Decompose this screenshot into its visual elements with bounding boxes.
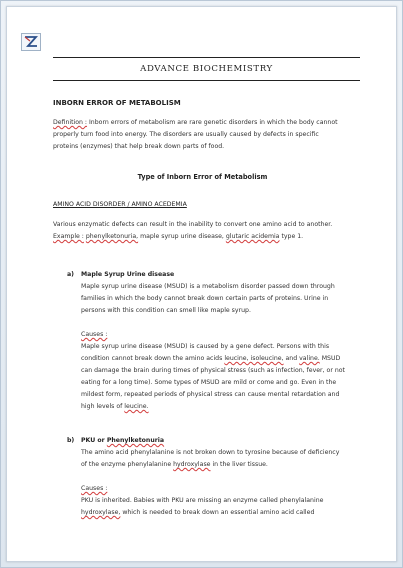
list-marker: a) — [67, 271, 75, 278]
example-item: type 1. — [281, 233, 304, 240]
cause-text: leucine. — [124, 403, 149, 410]
cause-text: high levels of — [81, 403, 123, 410]
msud-line: persons with this condition can smell like maple syrup. — [81, 307, 251, 314]
pku-text: hydroxylase — [173, 461, 211, 468]
cause-text: leucine, isoleucine, — [224, 355, 284, 362]
pku-cause-line: PKU is inherited. Babies with PKU are missing an enzyme called phenylalanine — [81, 497, 324, 504]
msud-cause-line: eating for a long time). Some types of MSUD are mild or come and go. Even in the — [81, 379, 337, 386]
definition-line: properly turn food into energy. The disorders are usually caused by defects in specific — [53, 131, 319, 138]
msud-cause-line: mildest form, repeated periods of physical stress can cause mental retardation and — [81, 391, 340, 398]
pku-text: in the liver tissue. — [212, 461, 268, 468]
cause-text: and — [285, 355, 298, 362]
header-title: ADVANCE BIOCHEMISTRY — [140, 64, 273, 74]
pku-text: of the enzyme phenylalanine — [81, 461, 172, 468]
cause-text: condition cannot break down the amino acids — [81, 355, 223, 362]
msud-cause-line — [81, 401, 149, 413]
amino-heading: AMINO ACID DISORDER / AMINO ACEDEMIA — [53, 201, 187, 208]
definition-line: proteins (enzymes) that help break down parts of food. — [53, 143, 225, 150]
pku-causes-label: Causes : — [81, 485, 108, 492]
pku-line: The amino acid phenylalanine is not broken down to tyrosine because of deficiency — [81, 449, 340, 456]
msud-cause-line: can damage the brain during times of physical stress (such as infection, fever, or not — [81, 367, 345, 374]
msud-title: Maple Syrup Urine disease — [81, 271, 175, 278]
amino-line: Various enzymatic defects can result in the inability to convert one amino acid to another. — [53, 221, 333, 228]
msud-line: families in which the body cannot break down certain parts of proteins. Urine in — [81, 295, 329, 302]
cause-text: valine. — [299, 355, 320, 362]
list-marker: b) — [67, 437, 75, 444]
example-item: maple syrup urine disease, — [140, 233, 224, 240]
amino-example — [53, 231, 303, 243]
msud-cause-line — [81, 353, 340, 365]
logo-icon — [21, 33, 41, 51]
types-heading: Type of Inborn Error of Metabolism — [137, 173, 268, 181]
example-item: glutaric acidemia — [225, 233, 280, 240]
msud-cause-line: Maple syrup urine disease (MSUD) is caused by a gene defect. Persons with this — [81, 343, 330, 350]
example-label: Example : — [53, 233, 84, 240]
pku-title-word: Phenylketonuria — [106, 437, 165, 444]
pku-title-text: PKU or — [81, 437, 105, 444]
msud-line: Maple syrup urine disease (MSUD) is a metabolism disorder passed down through — [81, 283, 335, 290]
definition-line: Inborn errors of metabolism are rare genetic disorders in which the body cannot — [88, 119, 338, 126]
pku-cause-text: hydroxylase, — [81, 509, 121, 516]
definition-paragraph — [53, 117, 361, 129]
page-header — [53, 57, 360, 81]
document-page — [6, 6, 397, 562]
pku-cause-text: which is needed to break down an essential amino acid called — [122, 509, 315, 516]
cause-text: MSUD — [321, 355, 341, 362]
example-item: phenylketonuria, — [85, 233, 139, 240]
pku-title — [81, 435, 164, 447]
pku-line — [81, 459, 268, 471]
definition-label: Definition : — [53, 119, 88, 126]
pku-cause-line — [81, 507, 314, 519]
msud-causes-label: Causes : — [81, 331, 108, 338]
section-title: INBORN ERROR OF METABOLISM — [53, 99, 181, 107]
